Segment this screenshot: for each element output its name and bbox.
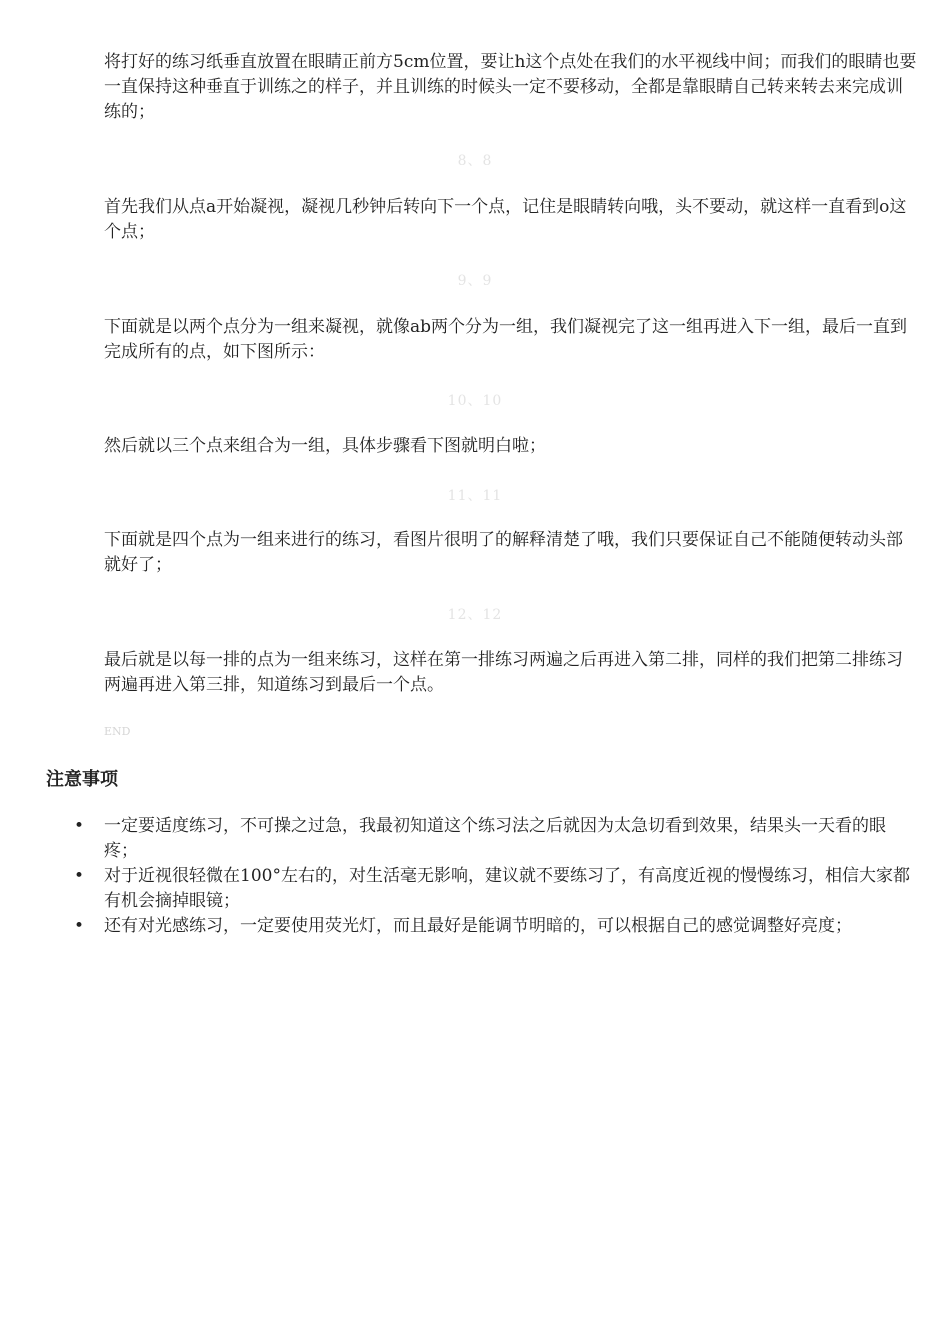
step-paragraph: 首先我们从点a开始凝视，凝视几秒钟后转向下一个点，记住是眼睛转向哦，头不要动，就这样一直看到o这个点； bbox=[104, 197, 907, 242]
image-caption: 10、10 bbox=[447, 393, 503, 409]
bullet-icon: • bbox=[74, 816, 85, 836]
image-caption: 9、9 bbox=[457, 273, 493, 289]
note-text: 还有对光感练习，一定要使用荧光灯，而且最好是能调节明暗的，可以根据自己的感觉调整好亮度； bbox=[104, 916, 852, 936]
step-paragraph: 下面就是四个点为一组来进行的练习，看图片很明了的解释清楚了哦，我们只要保证自己不能随便转动头部就好了； bbox=[104, 530, 903, 575]
step-paragraph: 最后就是以每一排的点为一组来练习，这样在第一排练习两遍之后再进入第二排，同样的我们把第二排练习两遍再进入第三排，知道练习到最后一个点。 bbox=[104, 650, 903, 695]
image-caption: 12、12 bbox=[447, 607, 503, 623]
note-text: 对于近视很轻微在100°左右的，对生活毫无影响，建议就不要练习了，有高度近视的慢慢练习，相信大家都有机会摘掉眼镜； bbox=[104, 866, 910, 911]
note-text: 一定要适度练习，不可操之过急，我最初知道这个练习法之后就因为太急切看到效果，结果头一天看的眼疼； bbox=[104, 816, 886, 861]
bullet-icon: • bbox=[74, 866, 85, 886]
end-mark: END bbox=[104, 725, 131, 738]
list-item bbox=[74, 914, 918, 939]
list-item bbox=[74, 864, 918, 914]
step-paragraph: 然后就以三个点来组合为一组，具体步骤看下图就明白啦； bbox=[104, 436, 546, 456]
bullet-icon: • bbox=[74, 916, 85, 936]
step-paragraph: 下面就是以两个点分为一组来凝视，就像ab两个分为一组，我们凝视完了这一组再进入下一组，最后一直到完成所有的点，如下图所示： bbox=[104, 317, 908, 362]
image-caption: 8、8 bbox=[457, 153, 493, 169]
image-caption: 11、11 bbox=[447, 488, 503, 504]
notes-title: 注意事项 bbox=[46, 769, 118, 790]
step-paragraph: 将打好的练习纸垂直放置在眼睛正前方5cm位置，要让h这个点处在我们的水平视线中间；而我们的眼睛也要一直保持这种垂直于训练之的样子，并且训练的时候头一定不要移动，全都是靠眼睛自己转来转去来完成训练的； bbox=[104, 52, 917, 122]
notes-list bbox=[74, 814, 918, 939]
list-item bbox=[74, 814, 918, 864]
